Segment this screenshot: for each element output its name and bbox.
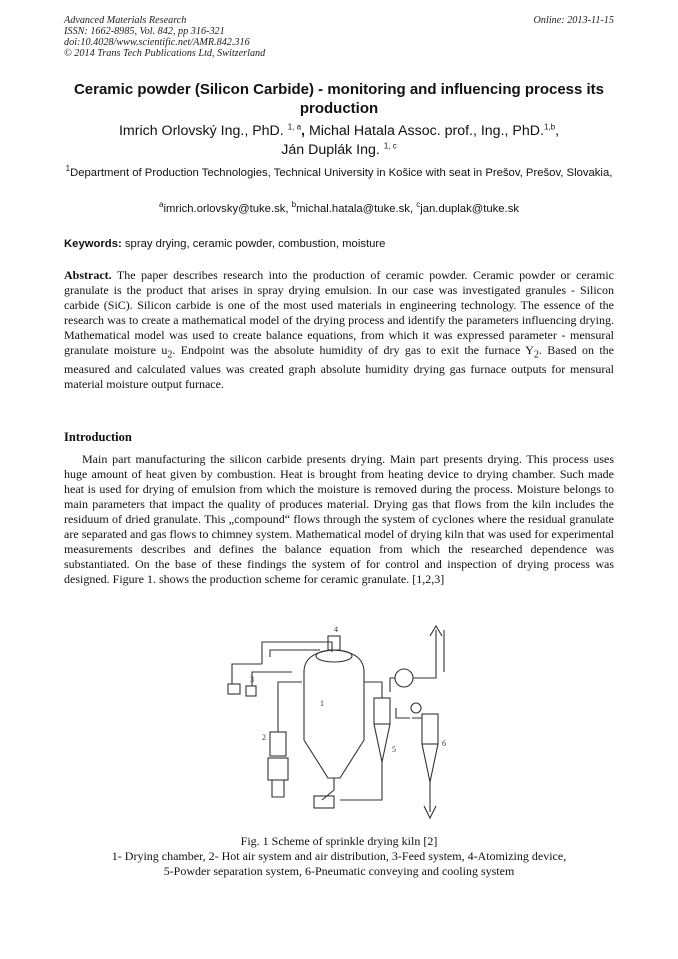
email-a-sup: a bbox=[158, 200, 164, 210]
affiliation bbox=[64, 165, 614, 181]
figure-label-6: 6 bbox=[442, 739, 446, 748]
figure-label-3: 3 bbox=[250, 675, 254, 684]
affiliation-sup: 1 bbox=[65, 164, 71, 174]
author-list: Imrich Orlovský Ing., PhD. $^{1, a}$, Michal Hatala Assoc. prof., Ing., PhD.$^{1,b}$, Ján Duplák Ing. $^{1, c}$ bbox=[118, 122, 560, 158]
doi: doi:10.4028/www.scientific.net/AMR.842.316 bbox=[64, 37, 250, 48]
chamber-outlet bbox=[322, 778, 334, 800]
hot-air-heater bbox=[270, 732, 286, 756]
conveyor-cone bbox=[422, 744, 438, 782]
journal-header bbox=[64, 15, 265, 59]
feed-pump bbox=[228, 684, 240, 694]
exhaust-fan bbox=[395, 669, 413, 687]
abstract-label: Abstract. bbox=[64, 268, 112, 282]
author-2: Michal Hatala Assoc. prof., Ing., PhD. bbox=[308, 123, 544, 139]
figure-label-4: 4 bbox=[334, 625, 338, 634]
feed-line bbox=[252, 672, 292, 686]
email-a[interactable]: imrich.orlovsky@tuke.sk bbox=[163, 203, 286, 215]
email-b[interactable]: michal.hatala@tuke.sk bbox=[296, 203, 410, 215]
caption-title: Fig. 1 Scheme of sprinkle drying kiln [2] bbox=[240, 834, 438, 848]
copyright: © 2014 Trans Tech Publications Ltd, Switzerland bbox=[64, 48, 266, 59]
email-b-sup: b bbox=[291, 200, 297, 210]
abstract bbox=[64, 268, 614, 392]
hot-air-riser bbox=[278, 682, 302, 732]
keywords bbox=[64, 238, 614, 250]
author-1: Imrich Orlovský Ing., PhD. bbox=[118, 123, 284, 139]
keywords-text: spray drying, ceramic powder, combustion, moisture bbox=[124, 238, 386, 250]
air-distributor bbox=[268, 758, 288, 780]
figure-label-5: 5 bbox=[392, 745, 396, 754]
drying-kiln-figure bbox=[222, 622, 462, 827]
author-1-sup: 1, a bbox=[287, 122, 302, 132]
conveyor-fan bbox=[411, 703, 421, 713]
conveyor-cyclone bbox=[422, 714, 438, 744]
caption-line-1: 1- Drying chamber, 2- Hot air system and air distribution, 3-Feed system, 4-Atomizing device, bbox=[111, 849, 567, 863]
abstract-sub-1: 2 bbox=[167, 349, 173, 361]
introduction-text: Main part manufacturing the silicon carbide presents drying. Main part presents drying. This process uses huge amount of heat given by combustion. Heat is brought from heating device to drying chamber. Such made heat is used for drying of emulsion from which the moisture is removed during the process. Moisture belongs to main parameters that impact the quality of produces material. Drying gas that flows from the kiln includes the residuum of dried granulate. This „compound“ flows through the system of cyclones where the residual granulate are separated and gas flows to chimney system. Mathematical model of drying kiln that was used for experimental measurements describes and defines the balance equation from which the researched dependence was substantiated. On the base of these findings the system of for control and inspection of drying process was designed. Figure 1. shows the production scheme for ceramic granulate. [1,2,3] bbox=[64, 452, 614, 586]
email-c[interactable]: jan.duplak@tuke.sk bbox=[420, 203, 519, 215]
fan-inlet bbox=[390, 678, 395, 692]
journal-name: Advanced Materials Research bbox=[64, 15, 187, 26]
email-c-sup: c bbox=[416, 200, 421, 210]
paper-title: Ceramic powder (Silicon Carbide) - monitoring and influencing process its production bbox=[73, 81, 605, 117]
figure-label-2: 2 bbox=[262, 733, 266, 742]
figure-caption bbox=[40, 834, 638, 879]
abstract-sub-2: 2 bbox=[533, 349, 539, 361]
drying-chamber bbox=[304, 650, 364, 778]
cyclone-top bbox=[374, 698, 390, 724]
author-3-sup: 1, c bbox=[383, 141, 397, 151]
abstract-text-3: . Based on the measured and calculated values was created graph absolute humidity drying gas furnace outputs for mensural material moisture output furnace. bbox=[64, 343, 614, 392]
air-outlet bbox=[272, 780, 284, 797]
atomizer bbox=[328, 636, 340, 650]
issn: ISSN: 1662-8985, Vol. 842, pp 316-321 bbox=[64, 26, 225, 37]
cyclone-cone bbox=[374, 724, 390, 762]
abstract-text-1: The paper describes research into the production of ceramic powder. Ceramic powder or ceramic granulate is the product that arises in spray drying emulsion. In our case was investigated granules - Silicon carbide (SiC). Silicon carbide is one of the most used materials in engineering technology. The essence of the research was to create a mathematical model of the drying process and identify the parameters influencing drying. Mathematical model was used to create balance equations, from which it was expressed parameter - mensural granulate moisture u bbox=[64, 268, 614, 357]
feed-tank bbox=[246, 686, 256, 696]
author-emails: $^a$imrich.orlovsky@tuke.sk, $^b$michal.hatala@tuke.sk, $^c$jan.duplak@tuke.sk bbox=[158, 200, 519, 215]
online-date: Online: 2013-11-15 bbox=[533, 15, 614, 26]
abstract-text-2: . Endpoint was the absolute humidity of dry gas to exit the furnace Y bbox=[172, 343, 534, 357]
introduction-heading: Introduction bbox=[64, 430, 132, 444]
figure-label-1: 1 bbox=[320, 699, 324, 708]
author-3: Ján Duplák Ing. bbox=[281, 142, 380, 158]
stack-line bbox=[413, 630, 436, 678]
author-2-sup: 1,b bbox=[543, 122, 556, 132]
feed-pipe bbox=[232, 664, 262, 684]
affiliation-text: Department of Production Technologies, Technical University in Košice with seat in Prešov, Prešov, Slovakia, bbox=[70, 167, 613, 179]
chamber-top bbox=[316, 650, 352, 662]
exhaust-duct bbox=[364, 682, 382, 698]
keywords-label: Keywords: bbox=[64, 238, 122, 250]
caption-line-2: 5-Powder separation system, 6-Pneumatic conveying and cooling system bbox=[163, 864, 515, 878]
